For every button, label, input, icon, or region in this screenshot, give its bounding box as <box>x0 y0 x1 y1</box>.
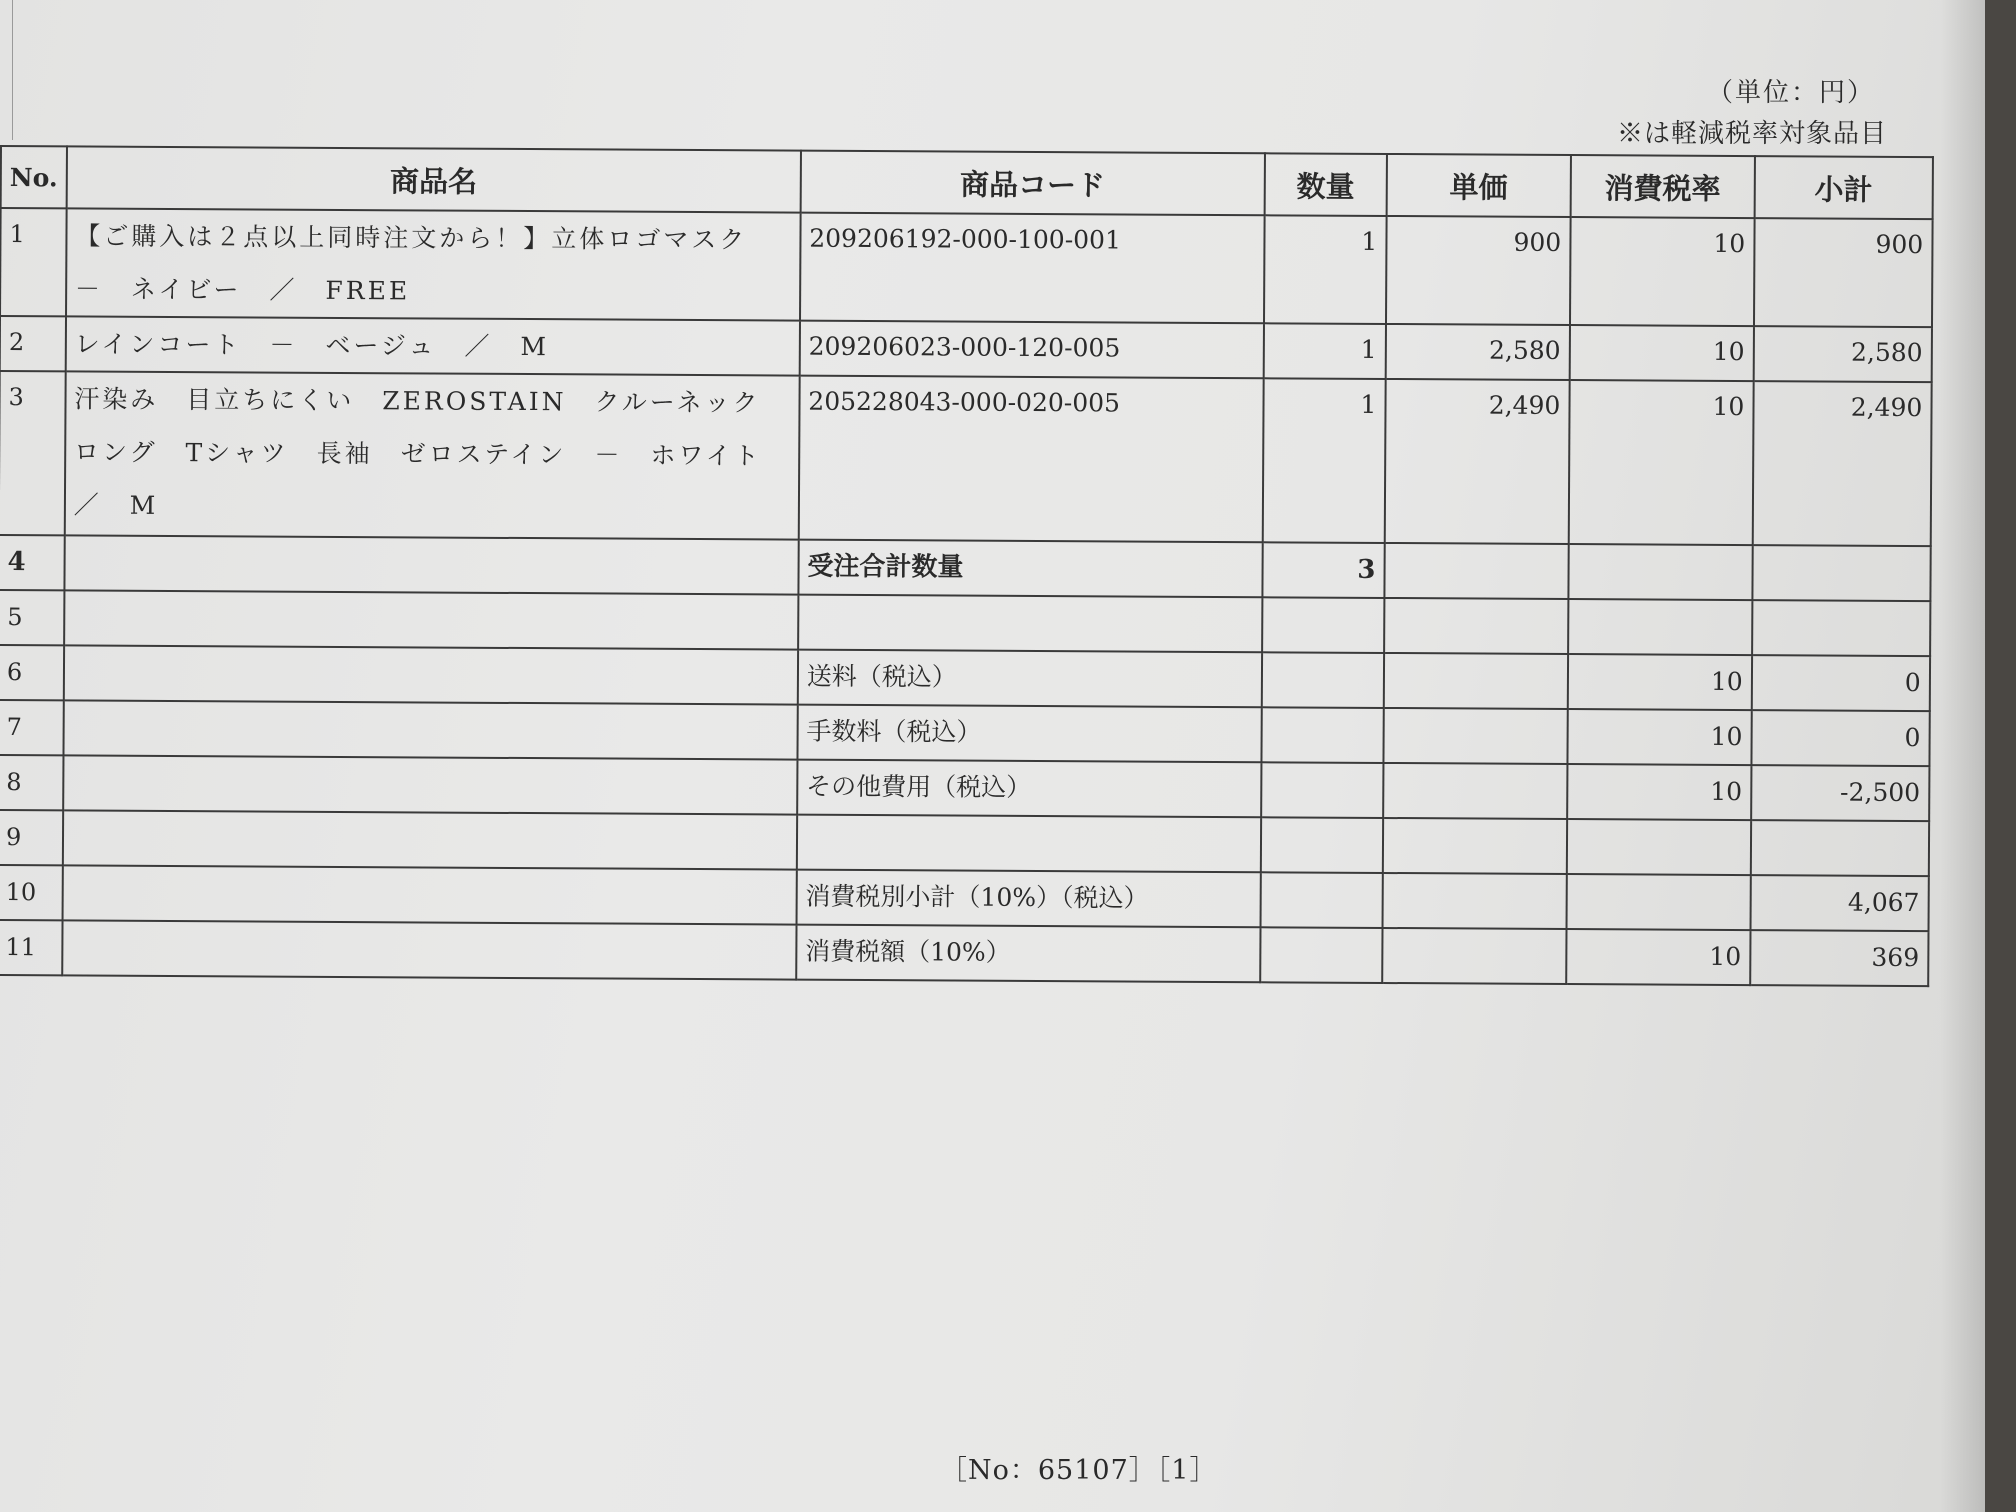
empty-price-cell <box>1382 928 1566 984</box>
column-header-name: 商品名 <box>66 146 800 212</box>
row-number: 9 <box>0 810 63 865</box>
summary-quantity <box>1262 652 1384 708</box>
summary-quantity: 3 <box>1262 542 1384 598</box>
tax-rate: 10 <box>1569 380 1754 545</box>
row-number: 3 <box>0 371 65 535</box>
empty-name-cell <box>64 535 798 594</box>
row-number: 11 <box>0 920 62 975</box>
unit-note: （単位：円） <box>1706 78 1875 108</box>
tax-rate: 10 <box>1570 217 1755 326</box>
summary-quantity <box>1262 597 1384 653</box>
product-code: 209206192-000-100-001 <box>800 213 1265 324</box>
summary-subtotal: 4,067 <box>1750 875 1928 931</box>
reduced-tax-note: ※は軽減税率対象品目 <box>1616 119 1887 149</box>
summary-quantity <box>1260 872 1382 928</box>
empty-price-cell <box>1383 763 1567 819</box>
empty-name-cell <box>64 590 798 649</box>
empty-price-cell <box>1384 598 1568 654</box>
empty-price-cell <box>1382 873 1566 929</box>
summary-quantity <box>1261 817 1383 873</box>
row-number: 5 <box>0 590 64 645</box>
empty-name-cell <box>64 645 798 704</box>
summary-tax-rate <box>1567 819 1751 875</box>
quantity: 1 <box>1263 323 1385 379</box>
summary-tax-rate: 10 <box>1568 654 1752 710</box>
page-fold-line <box>12 0 13 140</box>
summary-label <box>798 595 1262 653</box>
summary-tax-rate <box>1568 544 1752 600</box>
row-number: 2 <box>0 316 66 371</box>
empty-price-cell <box>1384 653 1568 709</box>
empty-name-cell <box>63 700 797 759</box>
column-header-tax-rate: 消費税率 <box>1570 155 1754 218</box>
summary-label: 手数料（税込） <box>797 705 1261 763</box>
product-name: 【ご購入は２点以上同時注文から！】立体ロゴマスク － ネイビー ／ FREE <box>66 208 801 320</box>
row-number: 1 <box>0 208 66 316</box>
subtotal: 2,490 <box>1753 381 1932 546</box>
subtotal: 2,580 <box>1753 326 1931 382</box>
summary-subtotal <box>1752 600 1930 656</box>
table-row <box>0 208 1932 327</box>
paper-edge-shadow <box>1940 0 1985 1512</box>
summary-label: その他費用（税込） <box>797 760 1261 818</box>
summary-tax-rate <box>1566 874 1750 930</box>
summary-quantity <box>1260 927 1382 983</box>
summary-subtotal: 0 <box>1751 710 1929 766</box>
row-number: 6 <box>0 645 64 700</box>
unit-price: 900 <box>1386 216 1571 325</box>
document-reference: ［No：65107］［1］ <box>940 1455 1218 1486</box>
subtotal: 900 <box>1754 218 1933 327</box>
quantity: 1 <box>1263 378 1386 543</box>
column-header-code: 商品コード <box>800 151 1264 216</box>
column-header-qty: 数量 <box>1264 153 1386 216</box>
row-number: 4 <box>0 535 65 590</box>
empty-name-cell <box>62 865 796 924</box>
summary-row <box>0 920 1928 986</box>
order-items-table <box>0 145 1934 987</box>
product-code: 209206023-000-120-005 <box>799 321 1263 379</box>
summary-subtotal: 369 <box>1750 930 1928 986</box>
product-name: レインコート － ベージュ ／ M <box>65 316 799 375</box>
table-header-row <box>1 146 1933 219</box>
summary-quantity <box>1261 707 1383 763</box>
tax-rate: 10 <box>1569 325 1753 381</box>
row-number: 8 <box>0 755 63 810</box>
summary-subtotal: 0 <box>1752 655 1930 711</box>
summary-label: 消費税額（10%） <box>796 925 1260 983</box>
summary-label: 消費税別小計（10%）（税込） <box>796 870 1260 928</box>
quantity: 1 <box>1264 215 1387 324</box>
empty-name-cell <box>62 920 796 979</box>
empty-price-cell <box>1383 818 1567 874</box>
summary-label <box>797 815 1261 873</box>
summary-tax-rate: 10 <box>1566 929 1750 985</box>
column-header-no: No. <box>1 146 67 208</box>
empty-name-cell <box>63 755 797 814</box>
empty-name-cell <box>63 810 797 869</box>
unit-price: 2,580 <box>1385 324 1569 380</box>
summary-tax-rate <box>1568 599 1752 655</box>
product-name: 汗染み 目立ちにくい ZEROSTAIN クルーネック ロング Tシャツ 長袖 ゼロステイン － ホワイト ／ M <box>65 371 800 539</box>
table-row <box>0 371 1931 546</box>
summary-tax-rate: 10 <box>1567 709 1751 765</box>
product-code: 205228043-000-020-005 <box>799 376 1264 543</box>
summary-label: 受注合計数量 <box>798 540 1262 598</box>
row-number: 10 <box>0 865 63 920</box>
empty-price-cell <box>1384 543 1568 599</box>
summary-subtotal <box>1751 820 1929 876</box>
column-header-unit-price: 単価 <box>1386 154 1570 217</box>
column-header-subtotal: 小計 <box>1754 156 1932 219</box>
summary-quantity <box>1261 762 1383 818</box>
summary-subtotal: -2,500 <box>1751 765 1929 821</box>
empty-price-cell <box>1383 708 1567 764</box>
row-number: 7 <box>0 700 64 755</box>
summary-label: 送料（税込） <box>798 650 1262 708</box>
summary-subtotal <box>1752 545 1930 601</box>
unit-price: 2,490 <box>1385 379 1570 544</box>
summary-tax-rate: 10 <box>1567 764 1751 820</box>
